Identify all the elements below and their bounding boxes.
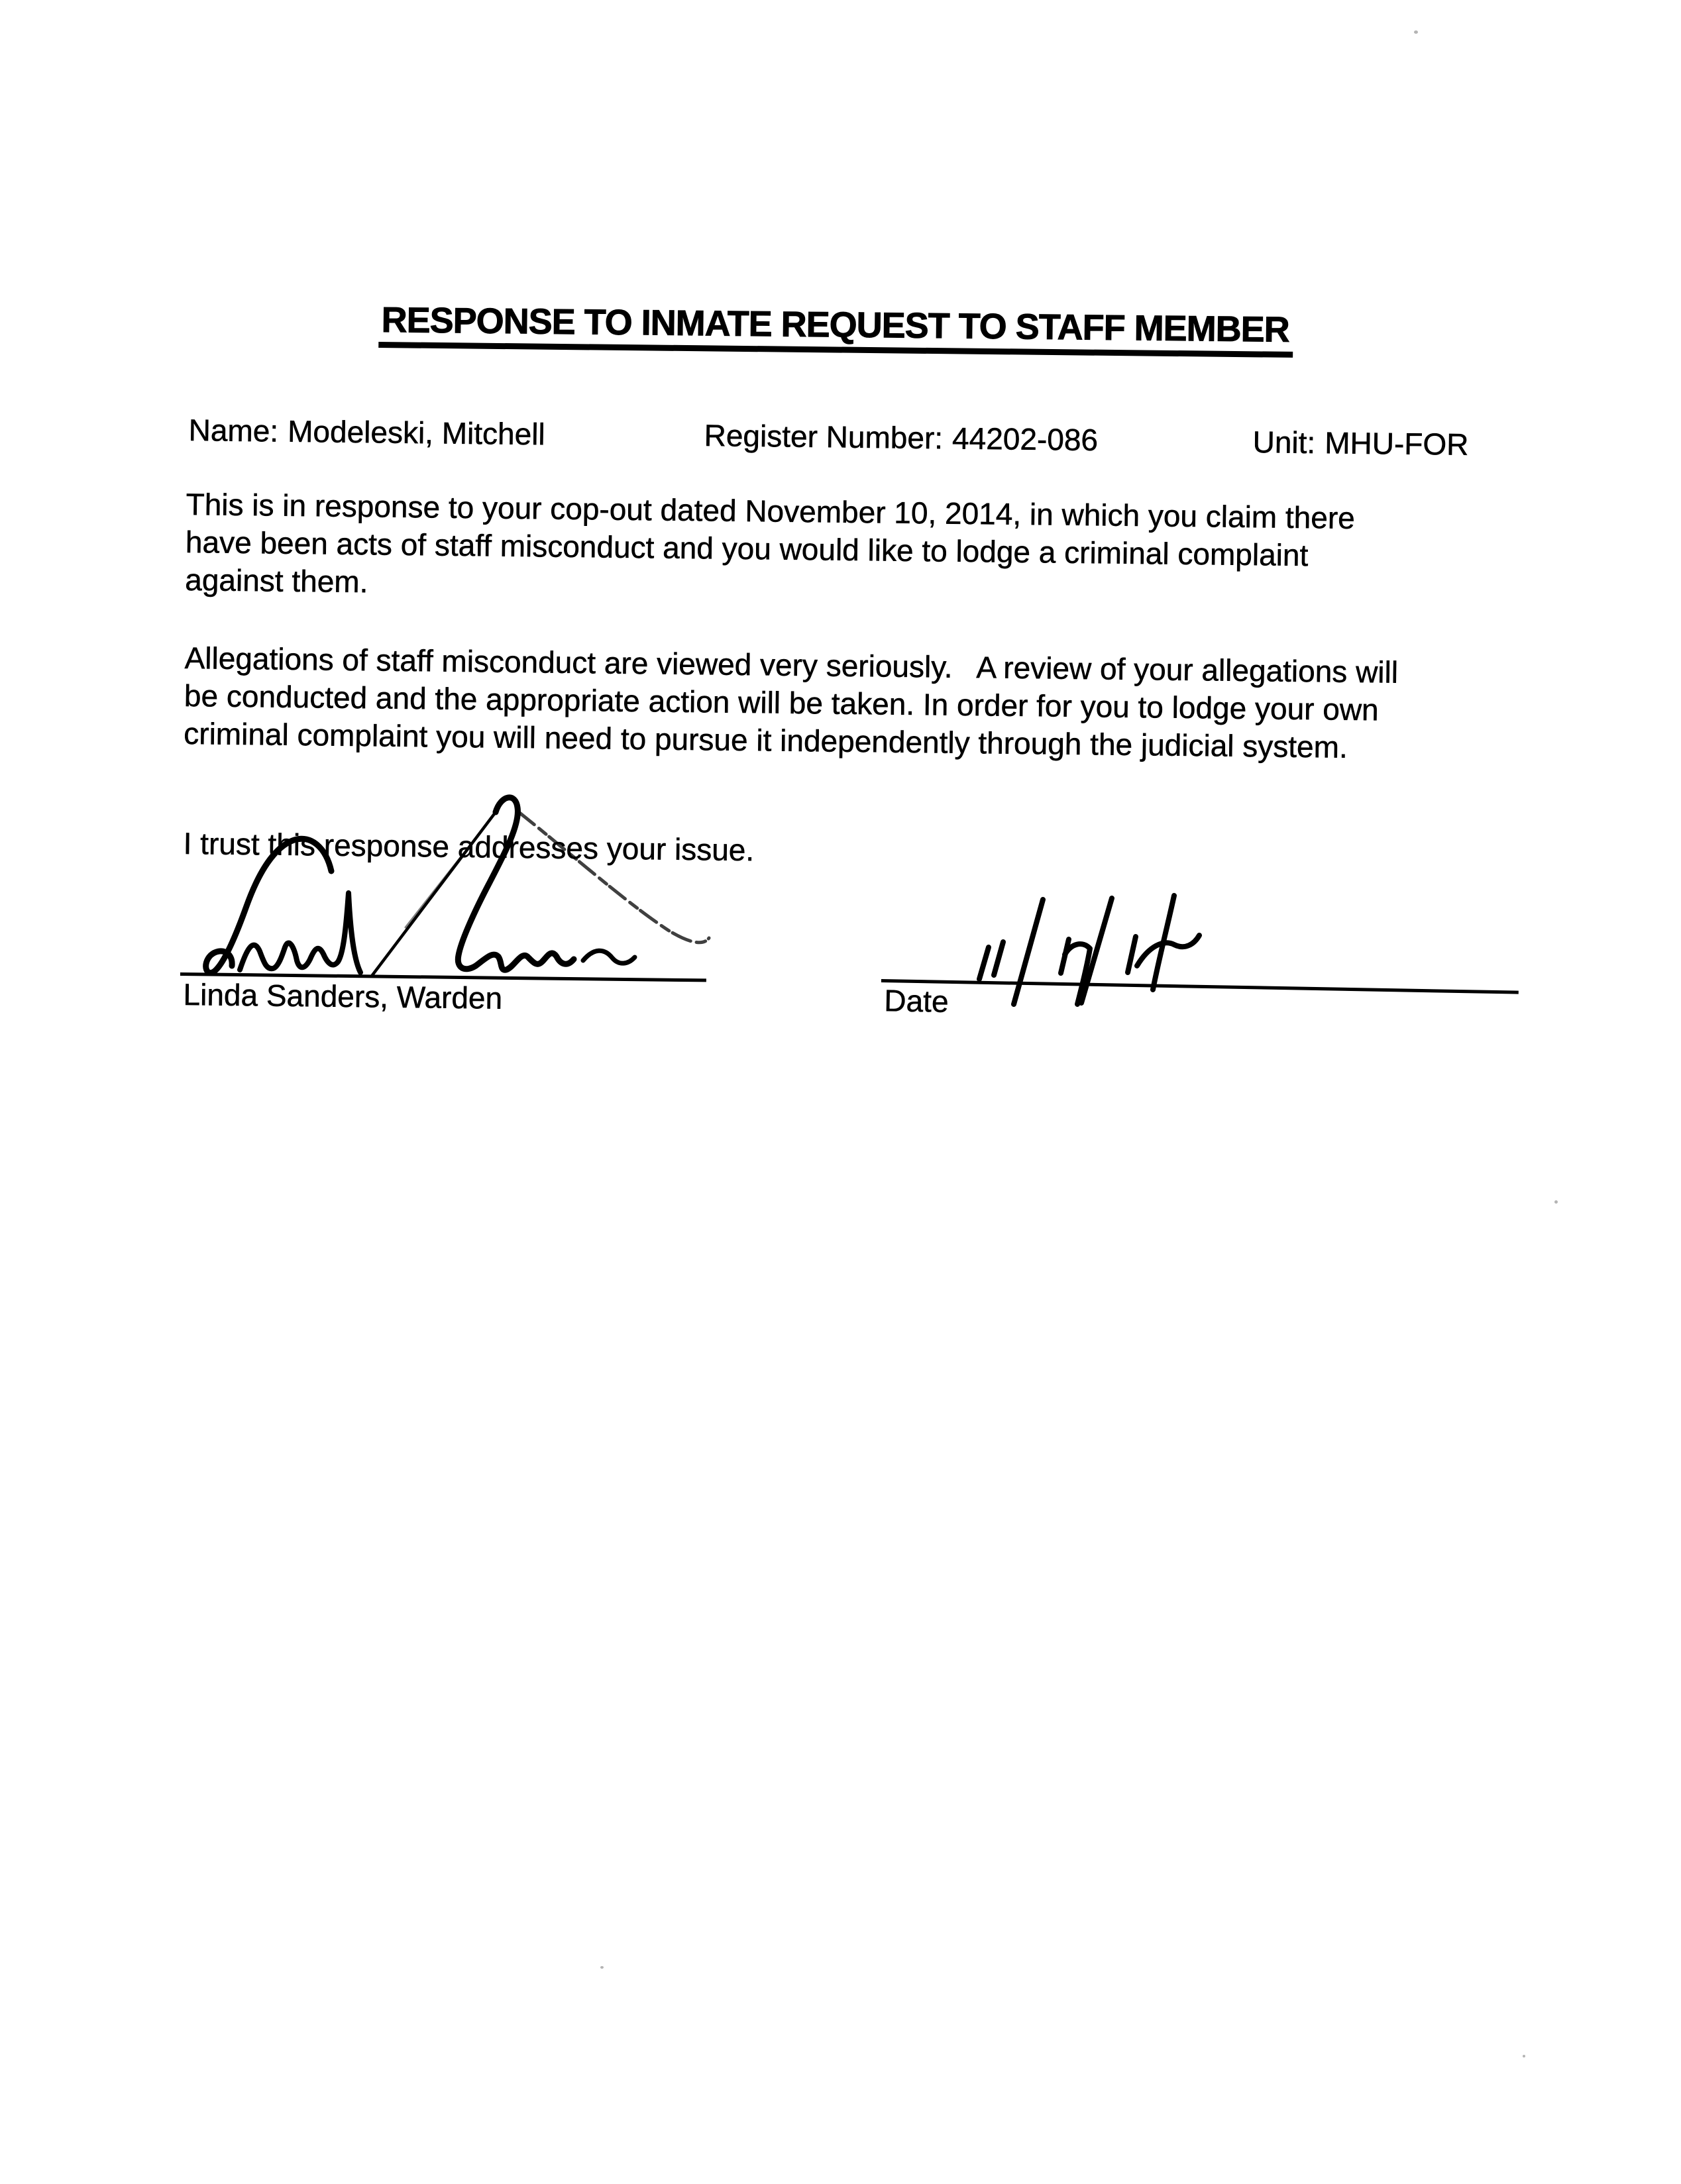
- date-label: Date: [883, 983, 949, 1019]
- signature-area: [180, 972, 777, 1019]
- scan-speck: [1523, 2055, 1525, 2057]
- paragraph-1: [185, 486, 1355, 613]
- scan-speck: [1414, 30, 1418, 34]
- unit-field: [1252, 424, 1468, 462]
- register-number-value: 44202-086: [951, 421, 1099, 458]
- unit-value: MHU-FOR: [1324, 425, 1469, 462]
- paragraph-1-line-3: against them.: [185, 562, 368, 599]
- title-wrapper: [379, 299, 1293, 348]
- paragraph-2-line-3: criminal complaint you will need to pursue it independently through the judicial system.: [184, 715, 1348, 764]
- scan-speck: [1554, 1200, 1558, 1204]
- register-number-label: Register Number:: [704, 417, 944, 456]
- date-area: [881, 979, 1544, 1030]
- name-value: Modeleski, Mitchell: [287, 413, 546, 452]
- name-label: Name:: [188, 412, 279, 448]
- paragraph-1-line-2: have been acts of staff misconduct and you would like to lodge a criminal complaint: [185, 524, 1309, 573]
- unit-label: Unit:: [1252, 424, 1316, 460]
- paragraph-2: [184, 639, 1398, 767]
- closing-line: I trust this response addresses your issue.: [183, 825, 755, 868]
- scan-speck: [600, 1966, 604, 1969]
- document-title: RESPONSE TO INMATE REQUEST TO STAFF MEMBER: [378, 299, 1293, 358]
- name-field: [188, 412, 545, 452]
- signer-name: Linda Sanders, Warden: [183, 977, 503, 1015]
- register-number-field: [704, 417, 1098, 458]
- paragraph-2-line-1: Allegations of staff misconduct are viewed very seriously. A review of your allegations will: [184, 640, 1399, 690]
- paragraph-1-line-1: This is in response to your cop-out dated November 10, 2014, in which you claim there: [186, 486, 1356, 535]
- paragraph-2-line-2: be conducted and the appropriate action will be taken. In order for you to lodge your own: [184, 678, 1380, 727]
